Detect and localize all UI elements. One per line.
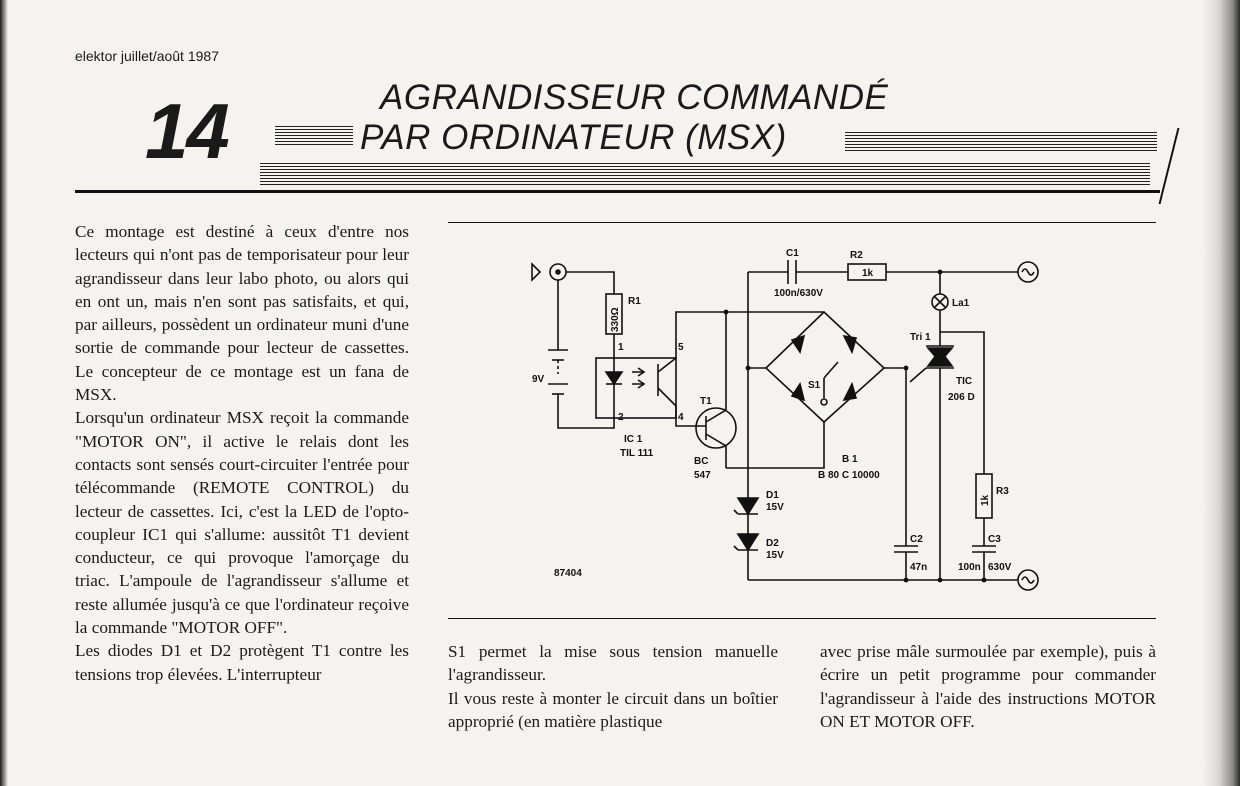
r1-value-label: 330Ω <box>610 307 621 332</box>
pin4-label: 4 <box>678 412 684 423</box>
c1-value-label: 100n/630V <box>774 288 823 299</box>
c3-value-label-b: 630V <box>988 562 1012 573</box>
r2-value-label: 1k <box>862 268 874 279</box>
paragraph: Les diodes D1 et D2 protègent T1 contre les tensions trop élevées. L'interrupteur <box>75 641 409 684</box>
r3-label: R3 <box>996 486 1009 497</box>
paragraph: Il vous reste à monter le circuit dans un boîtier approprié (en matière plastique <box>448 688 778 731</box>
c3-label: C3 <box>988 534 1001 545</box>
pin5-label: 5 <box>678 342 684 353</box>
c2-value-label: 47n <box>910 562 928 573</box>
paragraph: Ce montage est destiné à ceux d'entre nos lecteurs qui n'ont pas de temporisateur pour leur agrandisseur dans leur labo photo, ou alors qui en ont un, mais n'en sont pas satisfaits, et qui, par ailleurs, possèdent un ordinateur muni d'une sortie de commande pour lecteur de cassettes. Le concepteur de ce montage est un fana de MSX. <box>75 222 409 405</box>
c1-label: C1 <box>786 248 799 259</box>
tri1-label: Tri 1 <box>910 332 931 343</box>
book-spine-shadow <box>1202 0 1240 786</box>
d2-value-label: 15V <box>766 550 784 561</box>
transistor-t1-symbol <box>696 408 736 448</box>
body-column-2 <box>448 640 778 733</box>
battery-label: 9V <box>532 374 545 385</box>
body-column-3 <box>820 640 1156 733</box>
tic-label-a: TIC <box>956 376 973 387</box>
c3-value-label-a: 100n <box>958 562 981 573</box>
article-number: 14 <box>145 87 228 175</box>
r2-label: R2 <box>850 250 863 261</box>
ic1-type-label: TIL 111 <box>620 448 654 459</box>
t1-type-label-b: 547 <box>694 470 711 481</box>
pin1-label: 1 <box>618 342 624 353</box>
b1-label: B 1 <box>842 454 858 465</box>
d1-label: D1 <box>766 490 779 501</box>
ic1-label: IC 1 <box>624 434 643 445</box>
title-stripes-right <box>845 132 1157 152</box>
t1-type-label-a: BC <box>694 456 709 467</box>
b1-type-label: B 80 C 10000 <box>818 470 880 481</box>
article-title-line2: PAR ORDINATEUR (MSX) <box>360 118 787 157</box>
s1-label: S1 <box>808 380 821 391</box>
title-stripes-lower <box>260 163 1150 185</box>
d1-value-label: 15V <box>766 502 784 513</box>
d2-label: D2 <box>766 538 779 549</box>
circuit-schematic <box>448 212 1160 624</box>
article-title-line1: AGRANDISSEUR COMMANDÉ <box>380 78 889 117</box>
paragraph: Lorsqu'un ordinateur MSX reçoit la commande "MOTOR ON", il active le relais dont les contacts sont sensés court-circuiter l'entrée pour télécommande (REMOTE CONTROL) du lecteur de cassettes. Ici, c'est la LED de l'opto-coupleur IC1 qui s'allume: aussitôt T1 devient conducteur, ce qui provoque l'amorçage du triac. L'ampoule de l'agrandisseur s'allume et reste allumée jusqu'à ce que l'ordinateur reçoive la commande "MOTOR OFF". <box>75 408 409 638</box>
body-column-1 <box>75 220 409 686</box>
input-arrow-icon <box>532 264 540 280</box>
t1-label: T1 <box>700 396 712 407</box>
r3-value-label: 1k <box>980 494 991 506</box>
title-slash <box>1159 128 1180 204</box>
tic-label-b: 206 D <box>948 392 975 403</box>
paragraph: avec prise mâle surmoulée par exemple), puis à écrire un petit programme pour commander l'agrandisseur à l'aide des instructions MOTOR ON ET MOTOR OFF. <box>820 642 1156 731</box>
figure-number: 87404 <box>554 568 582 579</box>
title-stripes-left <box>275 126 353 146</box>
c2-label: C2 <box>910 534 923 545</box>
r1-label: R1 <box>628 296 641 307</box>
la1-label: La1 <box>952 298 970 309</box>
pin2-label: 2 <box>618 412 624 423</box>
running-header: elektor juillet/août 1987 <box>75 48 219 64</box>
title-underline <box>75 190 1160 193</box>
page-left-edge <box>0 0 8 786</box>
paragraph: S1 permet la mise sous tension manuelle l'agrandisseur. <box>448 642 778 685</box>
